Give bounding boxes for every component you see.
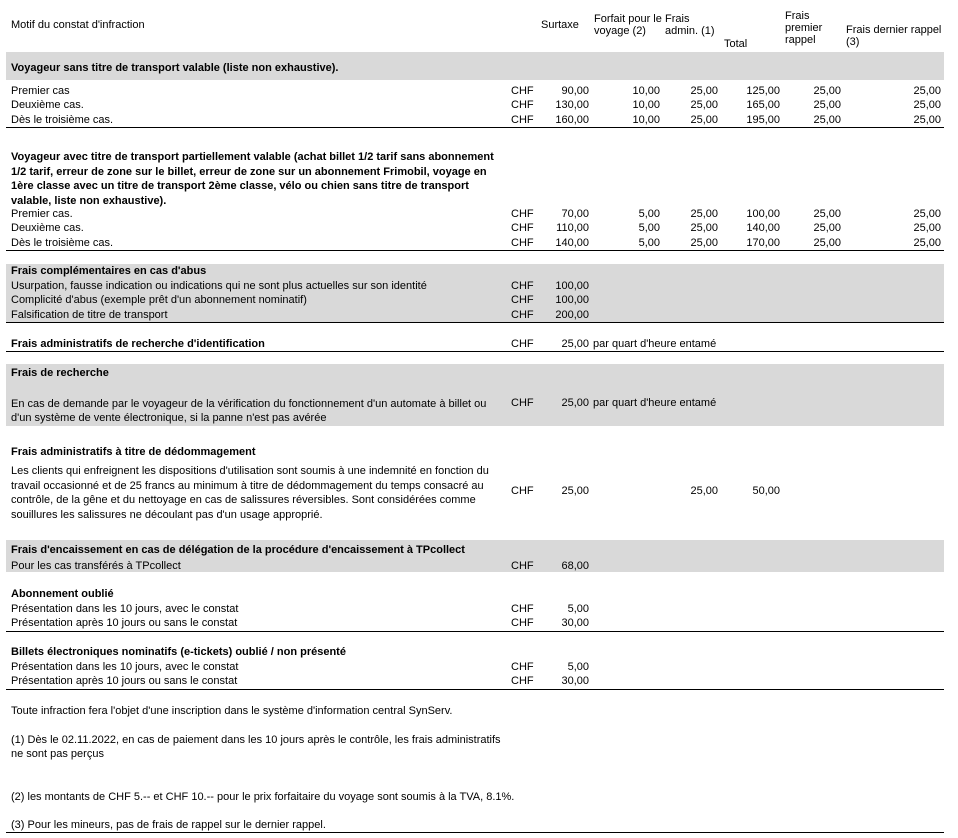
row-label: Pour les cas transférés à TPcollect <box>11 560 181 572</box>
premier-rappel-value: 25,00 <box>813 222 841 234</box>
surtaxe-value: 160,00 <box>555 114 589 126</box>
dernier-rappel-value: 25,00 <box>913 114 941 126</box>
total-value: 195,00 <box>746 114 780 126</box>
section-title: Frais complémentaires en cas d'abus <box>11 265 207 277</box>
surtaxe-note: par quart d'heure entamé <box>593 338 717 350</box>
currency: CHF <box>511 222 534 234</box>
surtaxe-value: 100,00 <box>555 280 589 292</box>
currency: CHF <box>511 85 534 97</box>
header-surtaxe: Surtaxe <box>541 19 579 31</box>
currency: CHF <box>511 560 534 572</box>
surtaxe-value: 70,00 <box>561 208 589 220</box>
surtaxe-value: 110,00 <box>556 222 589 234</box>
currency: CHF <box>511 309 534 321</box>
header-forfait: Forfait pour le voyage (2) <box>594 13 662 37</box>
forfait-value: 10,00 <box>632 114 660 126</box>
divider <box>6 689 944 690</box>
surtaxe-value: 25,00 <box>561 485 589 497</box>
section-title: Voyageur avec titre de transport partiellement valable (achat billet 1/2 tarif sans abonnement 1/2 tarif, erreur de zone sur le billet, erreur de zone sur un abonnement Frimobil, voyage en 1ère classe avec un titre de transport 2ème classe, vélo ou chien sans titre de transport valable, liste non exhaustive). <box>11 151 494 207</box>
admin-value: 25,00 <box>690 222 718 234</box>
row-label: Complicité d'abus (exemple prêt d'un abonnement nominatif) <box>11 294 307 306</box>
divider <box>6 351 944 352</box>
header-motif: Motif du constat d'infraction <box>11 19 145 31</box>
footnote-2: (2) les montants de CHF 5.-- et CHF 10.-- pour le prix forfaitaire du voyage sont soumis à la TVA, 8.1%. <box>11 791 515 803</box>
surtaxe-value: 25,00 <box>561 338 589 350</box>
row-label: Présentation après 10 jours ou sans le constat <box>11 617 238 629</box>
admin-value: 25,00 <box>690 208 718 220</box>
header-frais-dernier-rappel: Frais dernier rappel (3) <box>846 24 942 48</box>
divider <box>6 631 944 632</box>
currency: CHF <box>511 603 534 615</box>
header-frais-admin: Frais admin. (1) <box>665 13 715 37</box>
surtaxe-value: 200,00 <box>555 309 589 321</box>
currency: CHF <box>511 675 534 687</box>
premier-rappel-value: 25,00 <box>813 99 841 111</box>
forfait-value: 5,00 <box>638 208 660 220</box>
forfait-value: 10,00 <box>632 99 660 111</box>
surtaxe-value: 100,00 <box>555 294 589 306</box>
currency: CHF <box>511 114 534 126</box>
currency: CHF <box>511 485 534 497</box>
forfait-value: 5,00 <box>638 237 660 249</box>
currency: CHF <box>511 237 534 249</box>
currency: CHF <box>511 294 534 306</box>
divider <box>6 322 944 323</box>
admin-value: 25,00 <box>690 485 718 497</box>
section-title: Billets électroniques nominatifs (e-tickets) oublié / non présenté <box>11 646 346 658</box>
header-total: Total <box>724 38 748 50</box>
premier-rappel-value: 25,00 <box>813 114 841 126</box>
section-title: Frais d'encaissement en cas de délégation de la procédure d'encaissement à TPcollect <box>11 544 465 556</box>
section-title: Frais de recherche <box>11 367 109 379</box>
surtaxe-value: 130,00 <box>555 99 589 111</box>
footnote-1: (1) Dès le 02.11.2022, en cas de paiement dans les 10 jours après le contrôle, les frais administratifs ne sont pas perçus <box>11 734 501 760</box>
dernier-rappel-value: 25,00 <box>913 99 941 111</box>
dernier-rappel-value: 25,00 <box>913 222 941 234</box>
dernier-rappel-value: 25,00 <box>913 85 941 97</box>
section-text: En cas de demande par le voyageur de la vérification du fonctionnement d'un automate à billet ou d'un système de vente électronique, si la panne n'est pas avérée <box>11 398 487 424</box>
row-label: Présentation après 10 jours ou sans le constat <box>11 675 238 687</box>
section-title: Voyageur sans titre de transport valable (liste non exhaustive). <box>11 62 339 74</box>
premier-rappel-value: 25,00 <box>813 208 841 220</box>
premier-rappel-value: 25,00 <box>813 85 841 97</box>
total-value: 140,00 <box>746 222 780 234</box>
admin-value: 25,00 <box>690 85 718 97</box>
footnote-3: (3) Pour les mineurs, pas de frais de rappel sur le dernier rappel. <box>11 819 326 831</box>
admin-value: 25,00 <box>690 114 718 126</box>
currency: CHF <box>511 397 534 409</box>
currency: CHF <box>511 208 534 220</box>
total-value: 100,00 <box>746 208 780 220</box>
total-value: 125,00 <box>746 85 780 97</box>
dernier-rappel-value: 25,00 <box>913 237 941 249</box>
surtaxe-value: 30,00 <box>561 675 589 687</box>
admin-value: 25,00 <box>690 99 718 111</box>
section-title: Frais administratifs à titre de dédommagement <box>11 446 256 458</box>
premier-rappel-value: 25,00 <box>813 237 841 249</box>
currency: CHF <box>511 338 534 350</box>
currency: CHF <box>511 617 534 629</box>
footnote-synserv: Toute infraction fera l'objet d'une inscription dans le système d'information central SynServ. <box>11 705 453 717</box>
surtaxe-value: 30,00 <box>561 617 589 629</box>
section-title: Abonnement oublié <box>11 588 114 600</box>
header-frais-premier-rappel: Frais premier rappel <box>785 10 823 46</box>
surtaxe-value: 5,00 <box>567 661 589 673</box>
divider <box>6 127 944 128</box>
row-label: Usurpation, fausse indication ou indications qui ne sont plus actuelles sur son identité <box>11 280 427 292</box>
row-label: Falsification de titre de transport <box>11 309 168 321</box>
forfait-value: 5,00 <box>638 222 660 234</box>
surtaxe-value: 5,00 <box>567 603 589 615</box>
row-label: Premier cas <box>11 85 70 97</box>
currency: CHF <box>511 661 534 673</box>
total-value: 170,00 <box>746 237 780 249</box>
surtaxe-value: 140,00 <box>555 237 589 249</box>
total-value: 165,00 <box>746 99 780 111</box>
row-label: Présentation dans les 10 jours, avec le constat <box>11 661 239 673</box>
row-label: Dès le troisième cas. <box>11 237 114 249</box>
forfait-value: 10,00 <box>632 85 660 97</box>
currency: CHF <box>511 280 534 292</box>
surtaxe-note: par quart d'heure entamé <box>593 397 717 409</box>
divider <box>6 832 944 833</box>
surtaxe-value: 68,00 <box>561 560 589 572</box>
surtaxe-value: 25,00 <box>561 397 589 409</box>
admin-value: 25,00 <box>690 237 718 249</box>
divider <box>6 250 944 251</box>
currency: CHF <box>511 99 534 111</box>
section-title: Frais administratifs de recherche d'identification <box>11 338 265 350</box>
row-label: Deuxième cas. <box>11 222 84 234</box>
section-text: Les clients qui enfreignent les dispositions d'utilisation sont soumis à une indemnité en fonction du travail occasionné et de 25 francs au minimum à titre de dédommagement du temps consacré au contrôle, de la gêne et du nettoyage en cas de salissures réversibles. Sont considérées comme souillures les salissures ne découlant pas d'un usage approprié. <box>11 465 489 521</box>
total-value: 50,00 <box>752 485 780 497</box>
dernier-rappel-value: 25,00 <box>913 208 941 220</box>
row-label: Dès le troisième cas. <box>11 114 114 126</box>
surtaxe-value: 90,00 <box>561 85 589 97</box>
row-label: Premier cas. <box>11 208 73 220</box>
row-label: Deuxième cas. <box>11 99 84 111</box>
row-label: Présentation dans les 10 jours, avec le constat <box>11 603 239 615</box>
